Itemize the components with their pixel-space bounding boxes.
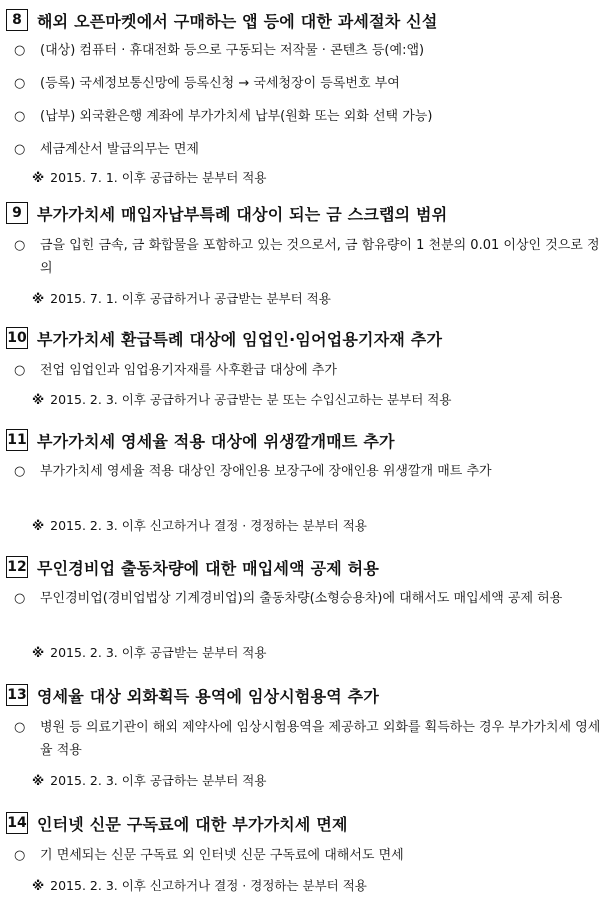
circle-bullet-icon: ○	[14, 720, 26, 735]
list-item-text: 전업 임업인과 임업용기자재를 사후환급 대상에 추가	[40, 363, 337, 378]
list-item-text: 금을 입힌 금속, 금 화합물을 포함하고 있는 것으로서, 금 함유량이 1 천분의 0.01 이상인 것으로 정의	[40, 238, 600, 276]
note-text: 2015. 2. 3. 이후 공급하거나 공급받는 분 또는 수입신고하는 분부터 적용	[50, 392, 452, 407]
reference-mark-icon: ※	[32, 645, 45, 660]
section-number-box: 13	[6, 684, 28, 706]
section-title: 부가가치세 영세율 적용 대상에 위생깔개매트 추가	[37, 431, 395, 451]
effective-date-note	[32, 876, 367, 896]
circle-bullet-icon: ○	[14, 238, 26, 253]
reference-mark-icon: ※	[32, 392, 45, 407]
list-item-text: (납부) 외국환은행 계좌에 부가가치세 납부(원화 또는 외화 선택 가능)	[40, 109, 433, 124]
list-item	[14, 138, 607, 161]
section-heading	[6, 426, 395, 454]
effective-date-note	[32, 643, 266, 663]
reference-mark-icon: ※	[32, 773, 45, 788]
list-item-text: 부가가치세 영세율 적용 대상인 장애인용 보장구에 장애인용 위생깔개 매트 추가	[40, 464, 492, 479]
section-title: 영세율 대상 외화획득 용역에 임상시험용역 추가	[37, 686, 379, 706]
list-item	[14, 234, 607, 280]
section-number-box: 10	[6, 327, 28, 349]
note-text: 2015. 2. 3. 이후 공급받는 분부터 적용	[50, 645, 267, 660]
list-item-text: 기 면세되는 신문 구독료 외 인터넷 신문 구독료에 대해서도 면세	[40, 848, 404, 863]
section-heading	[6, 681, 379, 709]
circle-bullet-icon: ○	[14, 43, 26, 58]
list-item	[14, 39, 607, 62]
circle-bullet-icon: ○	[14, 464, 26, 479]
section-heading	[6, 199, 447, 227]
effective-date-note	[32, 516, 367, 536]
section-heading	[6, 324, 442, 352]
section-title: 부가가치세 매입자납부특례 대상이 되는 금 스크랩의 범위	[37, 204, 448, 224]
circle-bullet-icon: ○	[14, 109, 26, 124]
reference-mark-icon: ※	[32, 291, 45, 306]
reference-mark-icon: ※	[32, 518, 45, 533]
section-heading	[6, 809, 348, 837]
effective-date-note	[32, 771, 266, 791]
list-item	[14, 844, 607, 867]
list-item	[14, 587, 607, 610]
note-text: 2015. 2. 3. 이후 공급하는 분부터 적용	[50, 773, 267, 788]
circle-bullet-icon: ○	[14, 76, 26, 91]
section-number-box: 8	[6, 9, 28, 31]
note-text: 2015. 7. 1. 이후 공급하거나 공급받는 분부터 적용	[50, 291, 331, 306]
list-item-text: 세금계산서 발급의무는 면제	[40, 142, 199, 157]
list-item	[14, 105, 607, 128]
section-heading	[6, 553, 379, 581]
section-title: 인터넷 신문 구독료에 대한 부가가치세 면제	[37, 814, 348, 834]
list-item-text: (대상) 컴퓨터 · 휴대전화 등으로 구동되는 저작물 · 콘텐츠 등(예:앱)	[40, 43, 425, 58]
circle-bullet-icon: ○	[14, 142, 26, 157]
section-number-box: 14	[6, 812, 28, 834]
circle-bullet-icon: ○	[14, 848, 26, 863]
note-text: 2015. 2. 3. 이후 신고하거나 결정 · 경정하는 분부터 적용	[50, 518, 367, 533]
section-title: 해외 오픈마켓에서 구매하는 앱 등에 대한 과세절차 신설	[37, 11, 438, 31]
list-item-text: (등록) 국세정보통신망에 등록신청 → 국세청장이 등록번호 부여	[40, 76, 400, 91]
section-title: 무인경비업 출동차량에 대한 매입세액 공제 허용	[37, 558, 379, 578]
circle-bullet-icon: ○	[14, 363, 26, 378]
list-item	[14, 72, 607, 95]
effective-date-note	[32, 289, 331, 309]
note-text: 2015. 7. 1. 이후 공급하는 분부터 적용	[50, 170, 267, 185]
note-text: 2015. 2. 3. 이후 신고하거나 결정 · 경정하는 분부터 적용	[50, 878, 367, 893]
effective-date-note	[32, 390, 451, 410]
section-number-box: 11	[6, 429, 28, 451]
section-number-box: 12	[6, 556, 28, 578]
section-heading	[6, 6, 437, 34]
section-number-box: 9	[6, 202, 28, 224]
list-item-text: 병원 등 의료기관이 해외 제약사에 임상시험용역을 제공하고 외화를 획득하는 경우 부가가치세 영세율 적용	[40, 720, 601, 758]
list-item	[14, 460, 607, 483]
circle-bullet-icon: ○	[14, 591, 26, 606]
list-item	[14, 359, 607, 382]
section-title: 부가가치세 환급특례 대상에 임업인·임어업용기자재 추가	[37, 329, 443, 349]
reference-mark-icon: ※	[32, 878, 45, 893]
list-item	[14, 716, 607, 762]
reference-mark-icon: ※	[32, 170, 45, 185]
list-item-text: 무인경비업(경비업법상 기계경비업)의 출동차량(소형승용차)에 대해서도 매입세액 공제 허용	[40, 591, 563, 606]
effective-date-note	[32, 168, 266, 188]
